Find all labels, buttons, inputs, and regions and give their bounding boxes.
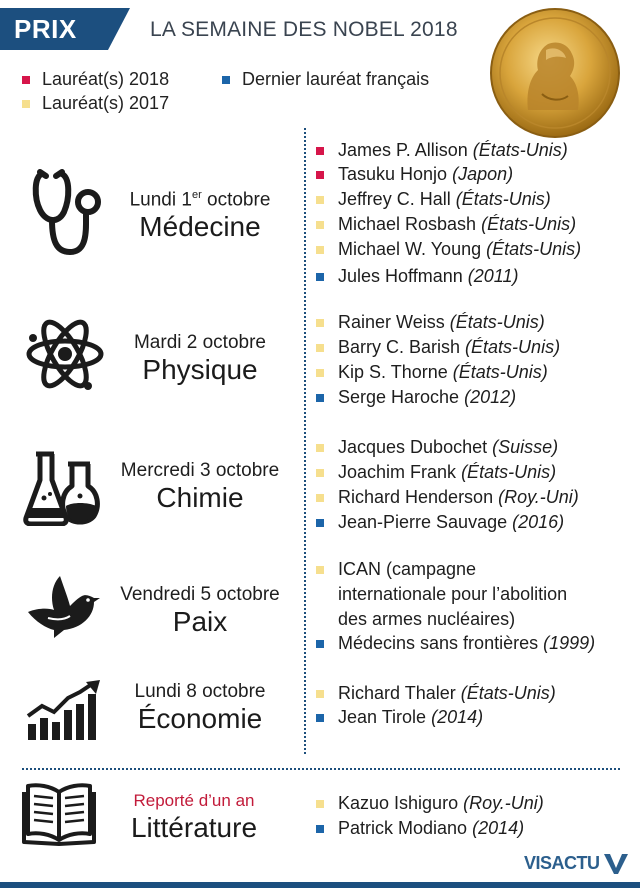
atom-icon xyxy=(24,316,106,392)
physique-date: Mardi 2 octobre xyxy=(133,332,266,353)
tag-label: PRIX xyxy=(14,14,77,44)
stethoscope-icon xyxy=(28,168,108,258)
list-item: Jules Hoffmann (2011) xyxy=(316,264,518,288)
list-item: Michael Rosbash (États-Unis) xyxy=(316,212,576,236)
list-item: Kazuo Ishiguro (Roy.-Uni) xyxy=(316,791,544,815)
list-item: Médecins sans frontières (1999) xyxy=(316,631,595,655)
list-item: Jacques Dubochet (Suisse) xyxy=(316,435,558,459)
paix-title: Paix xyxy=(172,606,228,637)
list-item: Barry C. Barish (États-Unis) xyxy=(316,335,560,359)
list-item: ICAN (campagne internationale pour l’abolition des armes nucléaires) xyxy=(316,557,567,632)
litterature-title: Littérature xyxy=(130,812,258,843)
legend-swatch-yellow xyxy=(22,100,30,108)
chimie-title: Chimie xyxy=(156,482,244,513)
header-tag xyxy=(0,8,130,50)
legend-swatch-red xyxy=(22,76,30,84)
legend-label-french: Dernier lauréat français xyxy=(242,69,430,89)
horizontal-divider xyxy=(22,768,620,770)
list-item: Richard Henderson (Roy.-Uni) xyxy=(316,485,579,509)
list-item: Richard Thaler (États-Unis) xyxy=(316,681,556,705)
list-item: Jeffrey C. Hall (États-Unis) xyxy=(316,187,551,211)
litterature-date: Reporté d’un an xyxy=(133,791,255,810)
legend-label-2018: Lauréat(s) 2018 xyxy=(42,69,170,89)
list-item: Rainer Weiss (États-Unis) xyxy=(316,310,545,334)
brand-mark-icon xyxy=(602,852,628,874)
brand-name: VISACTU xyxy=(524,852,600,873)
legend-label-2017: Lauréat(s) 2017 xyxy=(42,93,170,113)
brand-logo xyxy=(524,852,628,874)
list-item: Joachim Frank (États-Unis) xyxy=(316,460,556,484)
list-item: Kip S. Thorne (États-Unis) xyxy=(316,360,548,384)
vertical-divider xyxy=(304,128,306,754)
economie-date: Lundi 8 octobre xyxy=(134,681,266,702)
chimie-date: Mercredi 3 octobre xyxy=(120,460,280,481)
page-title: LA SEMAINE DES NOBEL 2018 xyxy=(150,18,458,41)
rising-chart-icon xyxy=(24,680,102,742)
legend-2018 xyxy=(22,69,169,90)
economie-title: Économie xyxy=(137,703,263,734)
list-item: Tasuku Honjo (Japon) xyxy=(316,162,513,186)
flasks-icon xyxy=(22,450,102,526)
list-item: Patrick Modiano (2014) xyxy=(316,816,524,840)
list-item: James P. Allison (États-Unis) xyxy=(316,138,568,162)
physique-title: Physique xyxy=(142,354,258,385)
list-item: Jean-Pierre Sauvage (2016) xyxy=(316,510,564,534)
paix-date: Vendredi 5 octobre xyxy=(120,584,280,605)
dove-icon xyxy=(24,572,102,644)
list-item: Michael W. Young (États-Unis) xyxy=(316,237,581,261)
legend-swatch-blue xyxy=(222,76,230,84)
list-item: Jean Tirole (2014) xyxy=(316,705,483,729)
medecine-title: Médecine xyxy=(139,211,261,242)
open-book-icon xyxy=(22,780,96,846)
bottom-bar xyxy=(0,882,640,888)
nobel-medal-icon xyxy=(488,6,622,140)
medecine-date: Lundi 1er octobre xyxy=(129,189,271,211)
list-item: Serge Haroche (2012) xyxy=(316,385,516,409)
legend-french xyxy=(222,69,429,90)
legend-2017 xyxy=(22,93,169,114)
